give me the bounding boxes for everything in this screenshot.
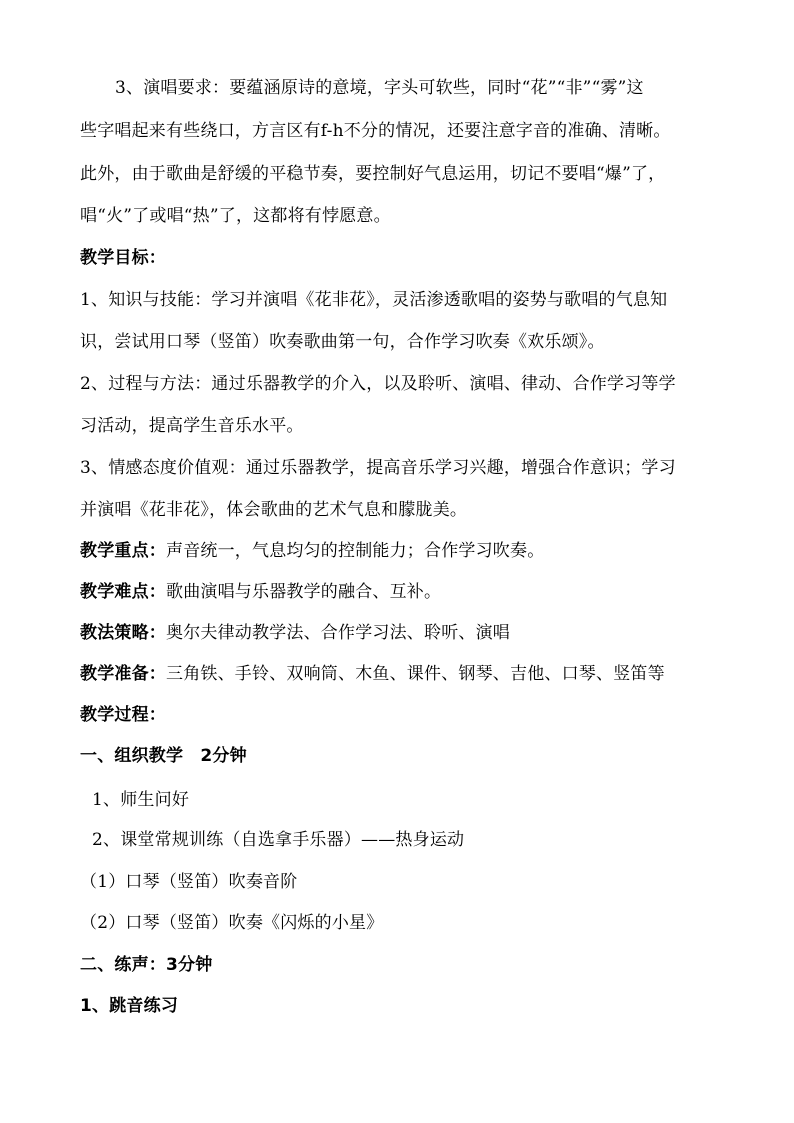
teaching-prep-label: 教学准备： <box>80 664 166 684</box>
teaching-strategy-label: 教法策略： <box>80 623 166 643</box>
goal-1-line-1: 1、知识与技能：学习并演唱《花非花》，灵活渗透歌唱的姿势与歌唱的气息知 <box>80 290 668 310</box>
goal-2-line-2: 习活动，提高学生音乐水平。 <box>80 416 304 436</box>
teaching-strategy <box>80 623 730 643</box>
section-1-heading: 一、组织教学 2分钟 <box>80 746 247 766</box>
goal-1-line-2: 识，尝试用口琴（竖笛）吹奏歌曲第一句，合作学习吹奏《欢乐颂》。 <box>80 332 605 352</box>
goal-3-line-1: 3、情感态度价值观：通过乐器教学，提高音乐学习兴趣，增强合作意识；学习 <box>80 458 676 478</box>
difficulties-text: 歌曲演唱与乐器教学的融合、互补。 <box>166 582 442 602</box>
section-1-sub-1: （1）口琴（竖笛）吹奏音阶 <box>80 872 298 892</box>
goal-3-line-2: 并演唱《花非花》，体会歌曲的艺术气息和朦胧美。 <box>80 500 468 520</box>
section-2-item-1: 1、跳音练习 <box>80 996 179 1016</box>
goals-heading: 教学目标： <box>80 248 166 268</box>
difficulties-label: 教学难点： <box>80 582 166 602</box>
teaching-strategy-text: 奥尔夫律动教学法、合作学习法、聆听、演唱 <box>166 623 510 643</box>
teaching-prep <box>80 664 730 684</box>
intro-line-1: 3、演唱要求：要蕴涵原诗的意境，字头可软些，同时“花”“非”“雾”这 <box>115 78 644 98</box>
section-1-sub-2: （2）口琴（竖笛）吹奏《闪烁的小星》 <box>80 913 384 933</box>
section-1-item-1: 1、师生问好 <box>92 790 190 810</box>
key-points <box>80 541 730 561</box>
key-points-text: 声音统一，气息均匀的控制能力；合作学习吹奏。 <box>166 541 545 561</box>
difficulties <box>80 582 730 602</box>
intro-line-2: 些字唱起来有些绕口，方言区有f-h不分的情况，还要注意字音的准确、清晰。 <box>80 121 671 141</box>
section-2-heading: 二、练声：3分钟 <box>80 955 213 975</box>
key-points-label: 教学重点： <box>80 541 166 561</box>
goal-2-line-1: 2、过程与方法：通过乐器教学的介入，以及聆听、演唱、律动、合作学习等学 <box>80 374 676 394</box>
intro-line-4: 唱“火”了或唱“热”了，这都将有悖愿意。 <box>80 206 391 226</box>
section-1-item-2: 2、课堂常规训练（自选拿手乐器）——热身运动 <box>92 830 465 850</box>
teaching-prep-text: 三角铁、手铃、双响筒、木鱼、课件、钢琴、吉他、口琴、竖笛等 <box>166 664 665 684</box>
process-heading: 教学过程： <box>80 705 166 725</box>
intro-line-3: 此外，由于歌曲是舒缓的平稳节奏，要控制好气息运用，切记不要唱“爆”了， <box>80 164 666 184</box>
